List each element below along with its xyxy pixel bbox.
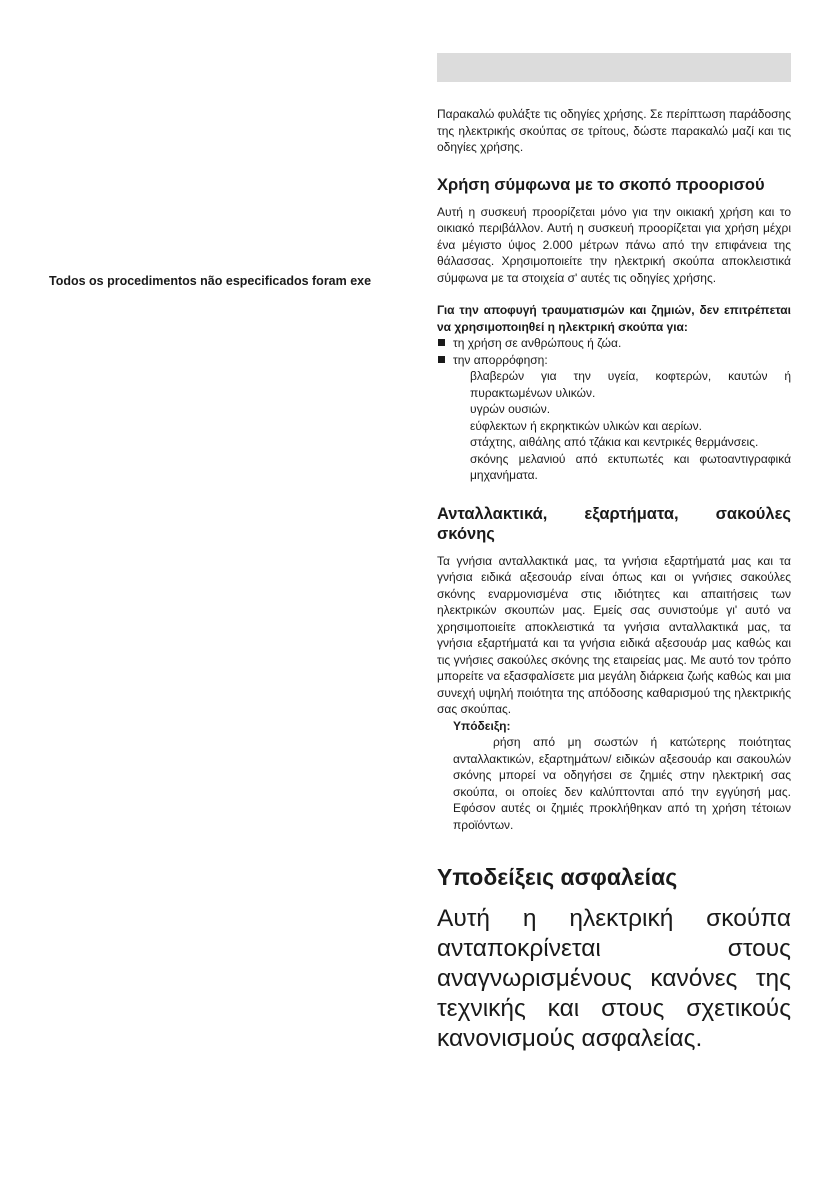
note-text: ρήση από μη σωστών ή κατώτερης ποιότητας ανταλλακτικών, εξαρτημάτων/ ειδικών αξεσουάρ και σακουλών σκόνης μπορεί να οδηγήσει σε ζημιές στην ηλεκτρική σας σκούπα, οι οποίες δεν καλύπτονται από την εγγύησή μας. Εφόσον αυτές οι ζημιές προκλήθηκαν από τη χρήση τέτοιων προϊόντων. (453, 735, 791, 832)
safety-text: Αυτή η ηλεκτρική σκούπα ανταποκρίνεται στους αναγνωρισμένους κανόνες της τεχνικής και στους σχετικούς κανονισμούς ασφαλείας. (437, 905, 791, 1052)
main-column (437, 53, 791, 1054)
suction-sublist (437, 368, 791, 484)
warning-list (437, 335, 791, 368)
warning-heading: Για την αποφυγή τραυματισμών και ζημιών, δεν επιτρέπεται να χρησιμοποιηθεί η ηλεκτρική σκούπα για: (437, 303, 791, 334)
list-item: την απορρόφηση: (437, 352, 791, 369)
parts-heading-line1: Ανταλλακτικά, εξαρτήματα, σακούλες (437, 504, 791, 523)
list-item: υγρών ουσιών. (470, 402, 551, 416)
list-item: βλαβερών για την υγεία, κοφτερών, καυτών ή πυρακτωμένων υλικών. (470, 369, 791, 400)
side-note: Todos os procedimentos não especificados foram exe (49, 274, 372, 288)
note-label: Υπόδειξη: (453, 718, 511, 733)
list-item: τη χρήση σε ανθρώπους ή ζώα. (437, 335, 791, 352)
note-block (437, 718, 791, 834)
usage-heading: Χρήση σύμφωνα με το σκοπό προορισού (437, 175, 765, 194)
list-item: στάχτης, αιθάλης από τζάκια και κεντρικές θερμάνσεις. (470, 435, 759, 449)
parts-text: Τα γνήσια ανταλλακτικά μας, τα γνήσια εξαρτήματά μας και τα γνήσια ειδικά αξεσουάρ είναι όπως και οι γνήσιες σακούλες σκόνης εναρμονισμένα στις ιδιότητες και απαιτήσεις των ηλεκτρικών σκουπών μας. Εμείς σας συνιστούμε γι' αυτό να χρησιμοποιείτε αποκλειστικά τα γνήσια ανταλλακτικά μας, τα γνήσια εξαρτήματά και τα γνήσια ειδικά αξεσουάρ μας καθώς και τις γνήσιες σακούλες σκόνης της εταιρείας μας. Με αυτό τον τρόπο μπορείτε να εξασφαλίσετε μια μεγάλη διάρκεια ζωής καθώς και μια συνεχή υψηλή ποιότητα της απόδοσης καθαρισμού της ηλεκτρικής σας σκούπας. (437, 553, 791, 716)
parts-heading (437, 504, 791, 544)
usage-text: Αυτή η συσκευή προορίζεται μόνο για την οικιακή χρήση και το οικιακό περιβάλλον. Αυτή η συσκευή προορίζεται για χρήση μέχρι ένα μέγιστο ύψος 2.000 μέτρων πάνω από την επιφάνεια της θάλασσας. Χρησιμοποιείτε την ηλεκτρική σκούπα αποκλειστικά σύμφωνα με τα στοιχεία σ' αυτές τις οδηγίες χρήσης. (437, 204, 791, 285)
parts-heading-line2: σκόνης (437, 524, 495, 543)
list-item: εύφλεκτων ή εκρηκτικών υλικών και αερίων. (470, 418, 702, 433)
header-bar (437, 53, 791, 82)
list-item: σκόνης μελανιού από εκτυπωτές και φωτοαντιγραφικά μηχανήματα. (470, 451, 791, 482)
safety-heading: Υποδείξεις ασφαλείας (437, 864, 678, 890)
intro-text: Παρακαλώ φυλάξτε τις οδηγίες χρήσης. Σε περίπτωση παράδοσης της ηλεκτρικής σκούπας σε τρίτους, δώστε παρακαλώ μαζί και τις οδηγίες χρήσης. (437, 107, 791, 154)
